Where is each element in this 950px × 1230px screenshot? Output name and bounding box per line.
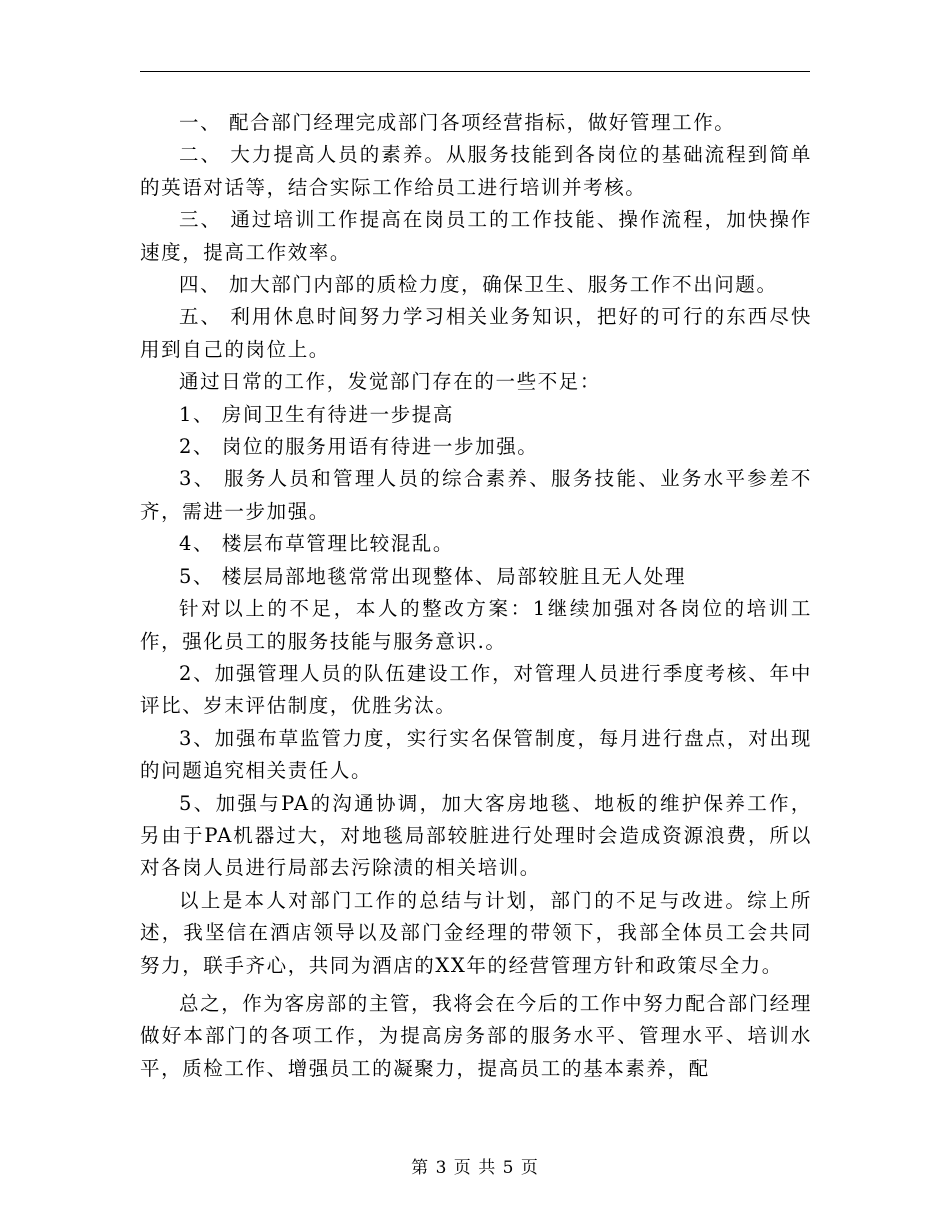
paragraph-12: 针对以上的不足，本人的整改方案：1继续加强对各岗位的培训工作，强化员工的服务技能与服务意识.。 — [140, 597, 812, 653]
paragraph-15: 5、加强与PA的沟通协调，加大客房地毯、地板的维护保养工作，另由于PA机器过大，对地毯局部较脏进行处理时会造成资源浪费，所以对各岗人员进行局部去污除渍的相关培训。 — [140, 791, 812, 880]
paragraph-1: 一、 配合部门经理完成部门各项经营指标，做好管理工作。 — [179, 111, 736, 134]
paragraph-7: 1、 房间卫生有待进一步提高 — [179, 402, 455, 426]
paragraph-10: 4、 楼层布草管理比较混乱。 — [179, 532, 455, 556]
paragraph-17: 总之，作为客房部的主管，我将会在今后的工作中努力配合部门经理做好本部门的各项工作，为提高房务部的服务水平、管理水平、培训水平，质检工作、增强员工的凝聚力，提高员工的基本素养，配 — [140, 991, 813, 1080]
paragraph-13: 2、加强管理人员的队伍建设工作，对管理人员进行季度考核、年中评比、岁末评估制度，优胜劣汰。 — [140, 661, 812, 718]
paragraph-14: 3、加强布草监管力度，实行实名保管制度，每月进行盘点，对出现的问题追究相关责任人。 — [140, 726, 812, 783]
page-footer — [0, 1153, 950, 1178]
paragraph-3: 三、 通过培训工作提高在岗员工的工作技能、操作流程，加快操作速度，提高工作效率。 — [140, 208, 812, 264]
paragraph-2: 二、 大力提高人员的素养。从服务技能到各岗位的基础流程到简单的英语对话等，结合实际工作给员工进行培训并考核。 — [140, 143, 812, 199]
header-rule — [140, 71, 810, 72]
paragraph-5: 五、 利用休息时间努力学习相关业务知识，把好的可行的东西尽快用到自己的岗位上。 — [140, 305, 812, 361]
paragraph-16: 以上是本人对部门工作的总结与计划，部门的不足与改进。综上所述，我坚信在酒店领导以及部门金经理的带领下，我部全体员工会共同努力，联手齐心，共同为酒店的XX年的经营管理方针和政策尽全力。 — [140, 888, 812, 977]
paragraph-11: 5、 楼层局部地毯常常出现整体、局部较脏且无人处理 — [179, 564, 687, 588]
page-number: 第 3 页 共 5 页 — [411, 1158, 539, 1178]
paragraph-4: 四、 加大部门内部的质检力度，确保卫生、服务工作不出问题。 — [179, 273, 778, 297]
paragraph-9: 3、 服务人员和管理人员的综合素养、服务技能、业务水平参差不齐，需进一步加强。 — [140, 467, 812, 523]
document-body — [140, 107, 812, 1085]
paragraph-8: 2、 岗位的服务用语有待进一步加强。 — [179, 435, 539, 459]
paragraph-6: 通过日常的工作，发觉部门存在的一些不足： — [179, 370, 602, 394]
